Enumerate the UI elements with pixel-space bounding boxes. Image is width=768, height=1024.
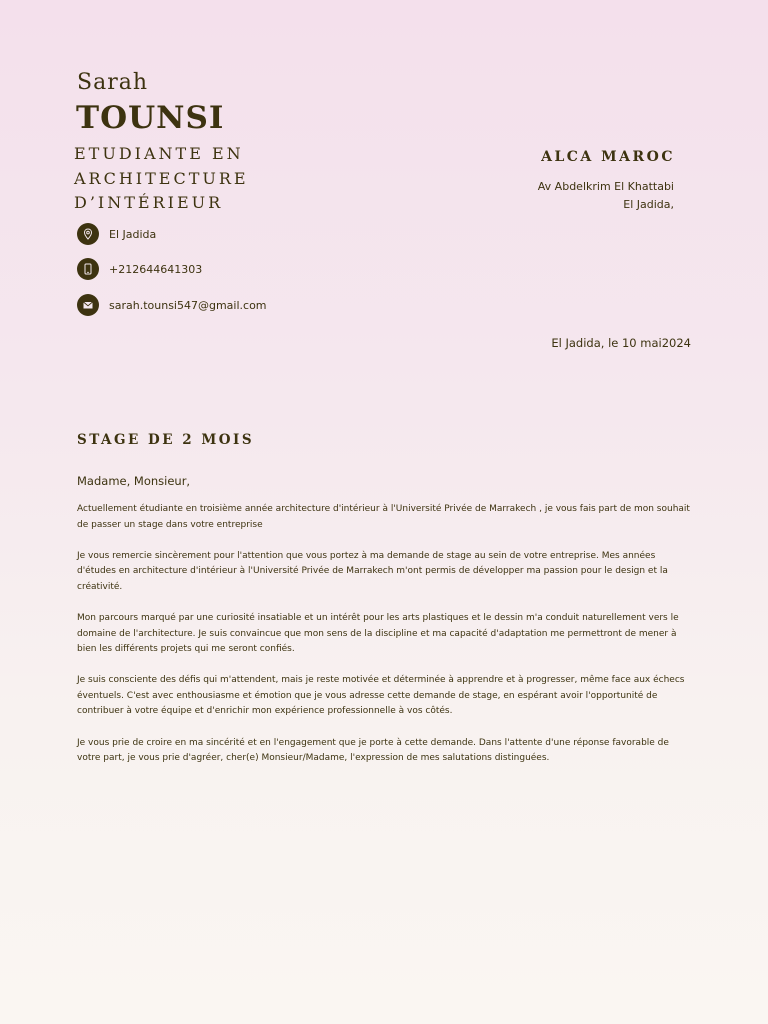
job-title-line: D’INTÉRIEUR	[74, 193, 224, 212]
recipient-company: ALCA MAROC	[541, 149, 675, 165]
phone-text: +212644641303	[109, 262, 203, 276]
job-title	[74, 142, 274, 216]
body-paragraph: Mon parcours marqué par une curiosité insatiable et un intérêt pour les arts plastiques et le dessin m'a conduit naturellement vers le domaine de l'architecture. Je suis convaincue que mon sens de la discipline et ma capacité d'adaptation me permettront de mener à bien les différents projets qui me seront confiés.	[77, 612, 679, 655]
body-paragraph: Je vous prie de croire en ma sincérité et en l'engagement que je porte à cette demande. Dans l'attente d'une réponse favorable de votre part, je vous prie d'agréer, cher(e) Monsieur/Madame, l'expression de mes salutations distinguées.	[77, 737, 669, 764]
location-text: El Jadida	[109, 227, 157, 241]
letter-date: El Jadida, le 10 mai2024	[551, 336, 691, 350]
first-name: Sarah	[77, 70, 148, 95]
email-text: sarah.tounsi547@gmail.com	[109, 298, 267, 312]
letter-salutation: Madame, Monsieur,	[77, 474, 191, 488]
contact-email	[77, 294, 267, 316]
body-paragraph: Actuellement étudiante en troisième année architecture d'intérieur à l'Université Privée de Marrakech , je vous fais part de mon souhait de passer un stage dans votre entreprise	[77, 504, 690, 530]
job-title-line: ETUDIANTE EN	[74, 144, 244, 163]
phone-icon	[77, 258, 99, 280]
envelope-icon	[77, 294, 99, 316]
recipient-address-line1: Av Abdelkrim El Khattabi	[537, 180, 674, 193]
recipient-address-line2: El Jadida,	[623, 198, 674, 211]
location-pin-icon	[77, 223, 99, 245]
letter-subject: STAGE DE 2 MOIS	[77, 432, 255, 448]
contact-phone	[77, 258, 202, 280]
body-paragraph: Je suis consciente des défis qui m'attendent, mais je reste motivée et déterminée à apprendre et à progresser, même face aux échecs éventuels. C'est avec enthousiasme et émotion que je vous adresse cette demande de stage, en espérant avoir l'opportunité de contribuer à votre équipe et d'enrichir mon expérience professionnelle à vos côtés.	[77, 675, 685, 717]
body-paragraph: Je vous remercie sincèrement pour l'attention que vous portez à ma demande de stage au sein de votre entreprise. Mes années d'études en architecture d'intérieur à l'Université Privée de Marrakech m'ont permis de développer ma passion pour le design et la créativité.	[77, 550, 668, 592]
letter-body	[77, 502, 692, 782]
job-title-line: ARCHITECTURE	[74, 168, 249, 188]
last-name: TOUNSI	[76, 100, 225, 136]
contact-location	[77, 223, 156, 245]
